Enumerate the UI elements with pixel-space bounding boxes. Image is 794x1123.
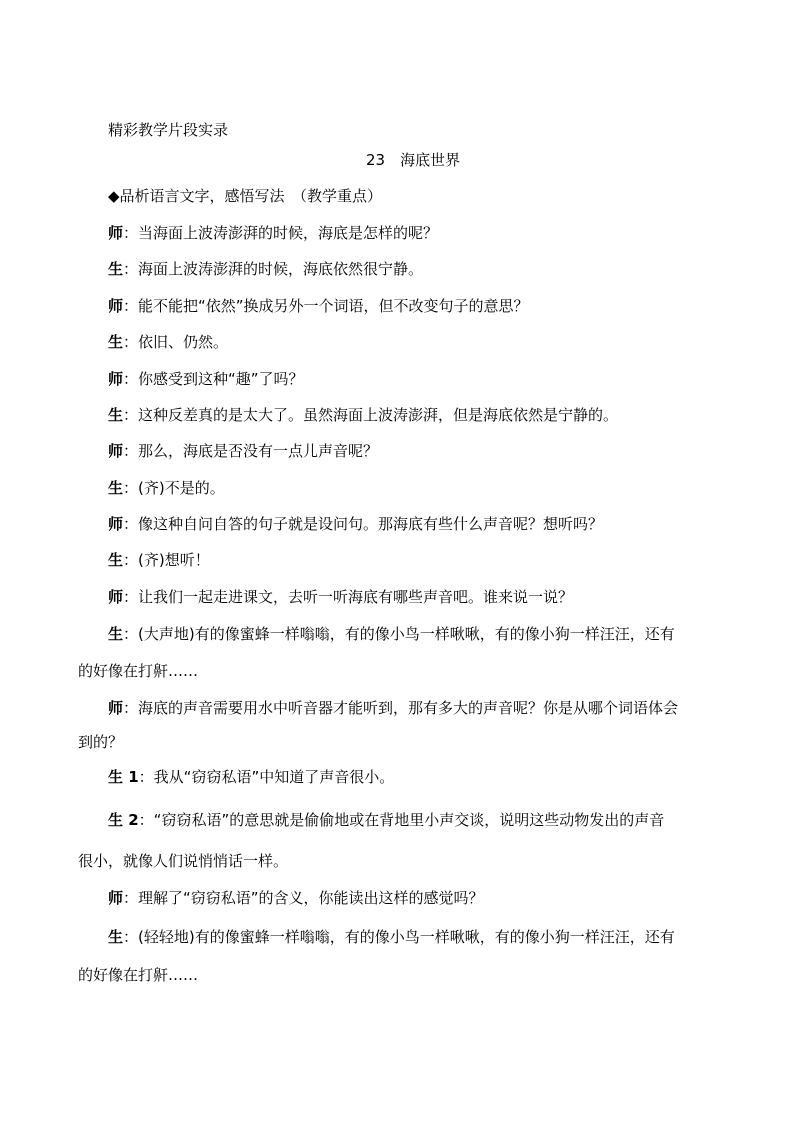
dialogue-text: ：能不能把“依然”换成另外一个词语，但不改变句子的意思？ bbox=[123, 297, 529, 315]
dialogue-text: 的好像在打鼾…… bbox=[78, 966, 199, 984]
dialogue-continuation bbox=[78, 661, 198, 681]
lesson-heading: 23 海底世界 bbox=[366, 151, 461, 169]
speaker-label: 生 1 bbox=[108, 768, 139, 786]
speaker-label: 师 bbox=[108, 515, 124, 533]
dialogue-continuation bbox=[78, 851, 288, 871]
speaker-label: 生 bbox=[108, 928, 124, 946]
dialogue-line bbox=[108, 296, 529, 316]
dialogue-text: ：(齐)想听！ bbox=[123, 551, 210, 569]
dialogue-line bbox=[108, 767, 394, 787]
speaker-label: 生 2 bbox=[108, 811, 139, 829]
dialogue-text: ：(齐)不是的。 bbox=[123, 479, 225, 497]
dialogue-line bbox=[108, 698, 678, 718]
dialogue-text: 的好像在打鼾…… bbox=[78, 662, 199, 680]
speaker-label: 生 bbox=[108, 333, 124, 351]
dialogue-line bbox=[108, 259, 423, 279]
dialogue-line bbox=[108, 332, 228, 352]
dialogue-line bbox=[108, 405, 618, 425]
dialogue-continuation bbox=[78, 732, 123, 752]
dialogue-text: ：海面上波涛澎湃的时候，海底依然很宁静。 bbox=[123, 260, 424, 278]
dialogue-text: ：(轻轻地)有的像蜜蜂一样嗡嗡，有的像小鸟一样啾啾，有的像小狗一样汪汪，还有 bbox=[123, 928, 675, 946]
dialogue-text: 很小，就像人们说悄悄话一样。 bbox=[78, 852, 289, 870]
speaker-label: 师 bbox=[108, 370, 124, 388]
speaker-label: 生 bbox=[108, 625, 124, 643]
speaker-label: 生 bbox=[108, 260, 124, 278]
dialogue-text: 到的？ bbox=[78, 733, 124, 751]
dialogue-line bbox=[108, 624, 675, 644]
speaker-label: 师 bbox=[108, 588, 124, 606]
dialogue-text: ：那么，海底是否没有一点儿声音呢？ bbox=[123, 442, 379, 460]
dialogue-text: ：让我们一起走进课文，去听一听海底有哪些声音吧。谁来说一说？ bbox=[123, 588, 574, 606]
speaker-label: 生 bbox=[108, 551, 124, 569]
dialogue-text: ：像这种自问自答的句子就是设问句。那海底有些什么声音呢？想听吗？ bbox=[123, 515, 604, 533]
speaker-label: 生 bbox=[108, 406, 124, 424]
speaker-label: 师 bbox=[108, 297, 124, 315]
dialogue-text: ：你感受到这种“趣”了吗？ bbox=[123, 370, 304, 388]
dialogue-line bbox=[108, 478, 225, 498]
dialogue-line bbox=[108, 369, 304, 389]
dialogue-text: ：海底的声音需要用水中听音器才能听到，那有多大的声音呢？你是从哪个词语体会 bbox=[123, 699, 679, 717]
dialogue-line bbox=[108, 888, 484, 908]
dialogue-line bbox=[108, 587, 573, 607]
dialogue-line bbox=[108, 514, 603, 534]
dialogue-continuation bbox=[78, 965, 198, 985]
dialogue-text: ：这种反差真的是太大了。虽然海面上波涛澎湃，但是海底依然是宁静的。 bbox=[123, 406, 619, 424]
dialogue-line bbox=[108, 223, 438, 243]
document-title: 精彩教学片段实录 bbox=[108, 121, 229, 139]
dialogue-line bbox=[108, 550, 210, 570]
dialogue-line bbox=[108, 810, 664, 830]
dialogue-line bbox=[108, 441, 378, 461]
speaker-label: 师 bbox=[108, 224, 124, 242]
dialogue-text: ：依旧、仍然。 bbox=[123, 333, 229, 351]
dialogue-text: ：理解了“窃窃私语”的含义，你能读出这样的感觉吗？ bbox=[123, 889, 484, 907]
section-heading: ◆品析语言文字，感悟写法 （教学重点） bbox=[108, 187, 383, 205]
dialogue-text: ：“窃窃私语”的意思就是偷偷地或在背地里小声交谈，说明这些动物发出的声音 bbox=[138, 811, 665, 829]
dialogue-text: ：(大声地)有的像蜜蜂一样嗡嗡，有的像小鸟一样啾啾，有的像小狗一样汪汪，还有 bbox=[123, 625, 675, 643]
dialogue-line bbox=[108, 927, 675, 947]
speaker-label: 生 bbox=[108, 479, 124, 497]
speaker-label: 师 bbox=[108, 442, 124, 460]
dialogue-text: ：我从“窃窃私语”中知道了声音很小。 bbox=[138, 768, 395, 786]
speaker-label: 师 bbox=[108, 889, 124, 907]
dialogue-text: ：当海面上波涛澎湃的时候，海底是怎样的呢？ bbox=[123, 224, 439, 242]
speaker-label: 师 bbox=[108, 699, 124, 717]
